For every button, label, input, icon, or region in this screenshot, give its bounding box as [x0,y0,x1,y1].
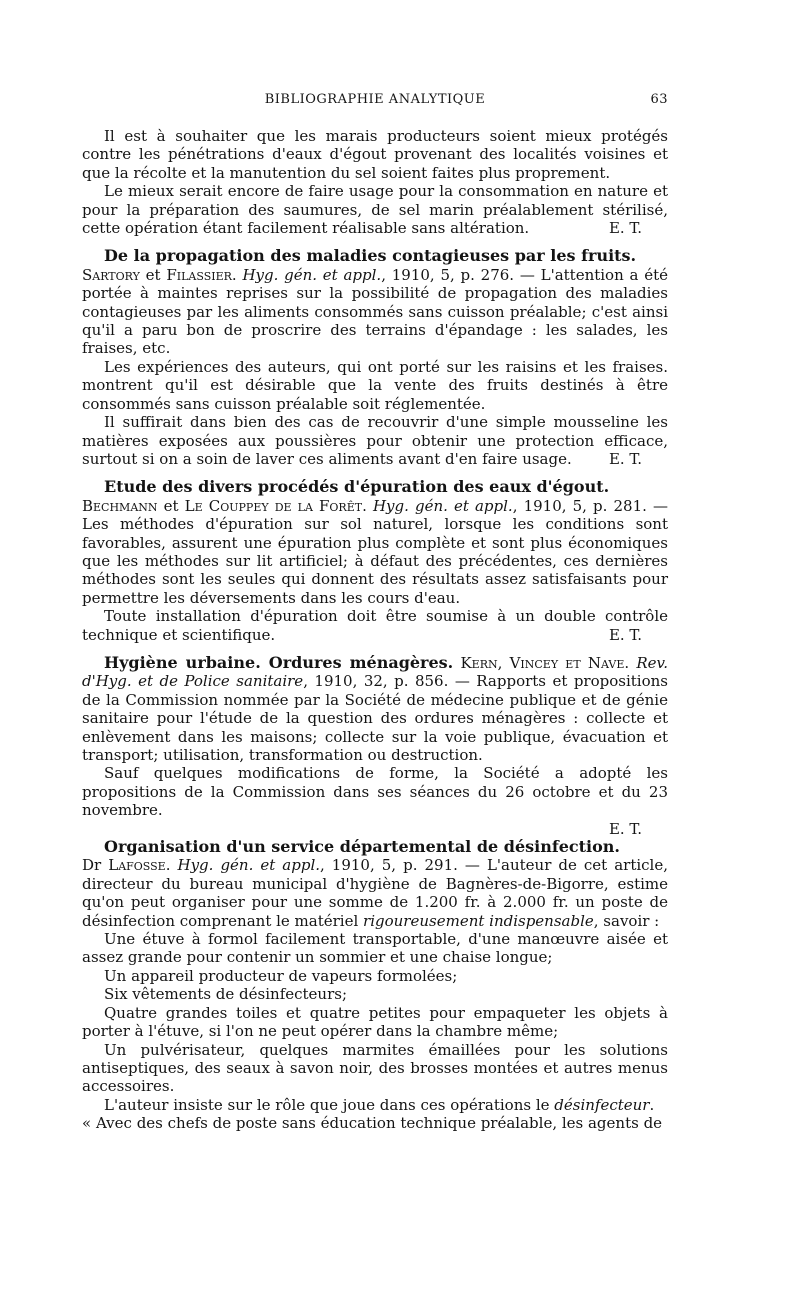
author-name: Kern, Vincey et Nave. [460,653,630,672]
article-title: Organisation d'un service départemental de désinfection. [104,837,620,857]
author-name: Lafosse. [108,856,171,875]
journal-name: Hyg. gén. et appl. [177,856,321,875]
article-title: Hygiène urbaine. Ordures ménagères. [104,652,454,672]
author-name: Le Couppey de la Forêt. [184,496,367,515]
paragraph-text: L'attention a été portée à maintes reprises sur la possibilité de propagation des maladies contagieuses par les aliments consommés sans cuisson préalable; c'est ainsi qu'il a paru bon de proscrire des terrains d'épandage : les salades, les fraises, etc. [82,265,669,358]
author-name: Bechmann [82,496,158,515]
article-title: Etude des divers procédés d'épuration des eaux d'égout. [104,477,610,497]
running-title: BIBLIOGRAPHIE ANALYTIQUE [264,92,486,107]
citation: , 1910, 32, p. 856. — [303,672,477,691]
paragraph-text: Il suffirait dans bien des cas de recouvrir d'une simple mousseline les matières exposées aux poussières pour obtenir une protection efficace, surtout si on a soin de laver ces aliments avant d'en faire usage. [82,413,668,468]
article-title: De la propagation des maladies contagieuses par les fruits. [104,246,637,266]
paragraph: Il est à souhaiter que les marais producteurs soient mieux protégés contre les pénétrations d'eaux d'égout provenant des localités voisines et que la récolte et la manutention du sel soient faites plus proprement. [82,127,668,182]
author-name: Sartory [82,265,140,284]
article-entry [82,247,668,265]
list-item: Un appareil producteur de vapeurs formolées; [104,966,458,985]
journal-name: Rev. d'Hyg. et de Police sanitaire [82,653,668,691]
paragraph: Dr Lafosse. Hyg. gén. et appl., 1910, 5, p. 291. — L'auteur de cet article, directeur du bureau municipal d'hygiène de Bagnères-de-Bigorre, estime qu'on peut organiser pour une somme de 1.200 fr. à 2.000 fr. un poste de désinfection comprenant le matériel rigoureusement indispensable, savoir : [82,856,668,930]
paragraph: « Avec des chefs de poste sans éducation technique préalable, les agents de [82,1114,663,1133]
citation: , 1910, 5, p. 276. — [381,265,541,284]
body-text [82,127,668,1133]
paragraph: Sartory et Filassier. Hyg. gén. et appl., 1910, 5, p. 276. — L'attention a été portée à maintes reprises sur la possibilité de propagation des maladies contagieuses par les aliments consommés sans cuisson préalable; c'est ainsi qu'il a paru bon de proscrire des terrains d'épandage : les salades, les fraises, etc. [82,265,669,358]
list-item: Six vêtements de désinfecteurs; [104,985,348,1004]
journal-name: Hyg. gén. et appl. [372,496,513,515]
paragraph [82,607,668,644]
author-name: Filassier. [166,265,237,284]
paragraph: Bechmann et Le Couppey de la Forêt. Hyg. gén. et appl., 1910, 5, p. 281. — Les méthodes d'épuration sur sol naturel, lorsque les conditions sont favorables, assurent une épuration plus complète et sont plus économiques que les méthodes sur lit artificiel; à défaut des précédentes, ces dernières méthodes sont les seules qui donnent des résultats assez satisfaisants pour permettre les déversements dans les cours d'eau. [82,496,668,607]
article-entry [82,838,668,856]
journal-name: Hyg. gén. et appl. [242,265,382,284]
emphasis: désinfecteur [554,1095,650,1114]
citation: , 1910, 5, p. 291. — [320,856,487,875]
citation: , 1910, 5, p. 281. — [512,496,668,515]
paragraph: Sauf quelques modifications de forme, la Société a adopté les propositions de la Commission dans ses séances du 26 octobre et du 23 novembre. [82,764,668,820]
list-item: Une étuve à formol facilement transportable, d'une manœuvre aisée et assez grande pour contenir un sommier et une chaise longue; [82,930,668,967]
article-entry [82,654,668,764]
page-number: 63 [650,92,668,107]
signature: E. T. [608,625,642,644]
article-entry [82,478,668,496]
paragraph: L'auteur insiste sur le rôle que joue dans ces opérations le désinfecteur. [104,1095,655,1114]
paragraph-text: Les méthodes d'épuration sur sol naturel, lorsque les conditions sont favorables, assurent une épuration plus complète et sont plus économiques que les méthodes sur lit artificiel; à défaut des précédentes, ces dernières méthodes sont les seules qui donnent des résultats assez satisfaisants pour permettre les déversements dans les cours d'eau. [82,515,668,607]
paragraph [82,413,668,468]
paragraph-text: Toute installation d'épuration doit être soumise à un double contrôle technique et scientifique. [82,607,668,644]
list-item: Un pulvérisateur, quelques marmites émaillées pour les solutions antiseptiques, des seaux à savon noir, des brosses montées et autres menus accessoires. [82,1040,668,1096]
emphasis: rigoureusement indispensable [363,911,594,930]
signature: E. T. [608,449,642,468]
signature: E. T. [608,219,642,238]
running-header [82,92,668,112]
paragraph-text: Rapports et propositions de la Commission nommée par la Société de médecine publique et de génie sanitaire pour l'étude de la question des ordures ménagères : collecte et enlèvement dans les maisons; collecte sur la voie publique, évacuation et transport; utilisation, transformation ou destruction. [82,672,668,764]
signature: E. T. [608,819,642,838]
paragraph-text: Le mieux serait encore de faire usage pour la consommation en nature et pour la préparation des saumures, de sel marin préalablement stérilisé, cette opération étant facilement réalisable sans altération. [82,182,668,238]
paragraph [82,182,668,237]
list-item: Quatre grandes toiles et quatre petites pour empaqueter les objets à porter à l'étuve, si l'on ne peut opérer dans la chambre même; [82,1003,668,1041]
paragraph: Les expériences des auteurs, qui ont porté sur les raisins et les fraises. montrent qu'il est désirable que la vente des fruits destinés à être consommés sans cuisson préalable soit réglementée. [82,357,668,413]
